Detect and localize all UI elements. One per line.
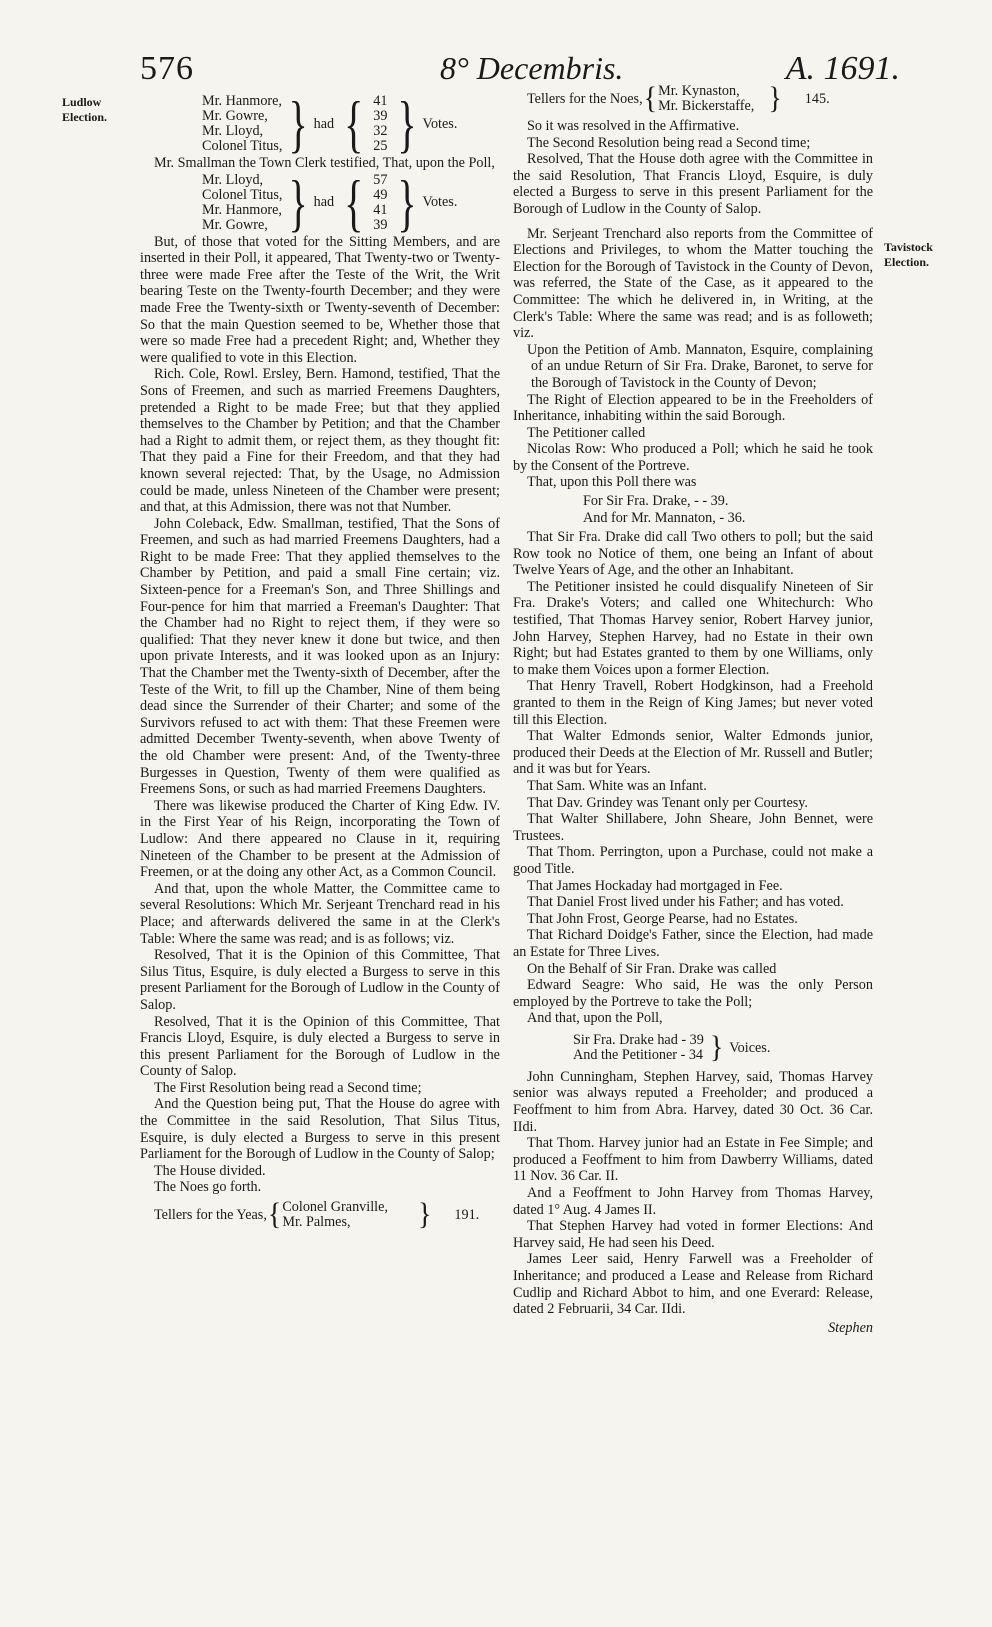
margin-note-ludlow: Ludlow Election.: [62, 95, 107, 124]
paragraph: Edward Seagre: Who said, He was the only Person employed by the Portreve to take the Poll;: [513, 977, 873, 1010]
poll1-name: Colonel Titus,: [202, 138, 283, 154]
poll3-votes: Voices.: [729, 1039, 771, 1056]
poll1-value: 41: [373, 93, 388, 109]
tellers-noes-label: Tellers for the Noes,: [527, 90, 643, 107]
paragraph: Mr. Smallman the Town Clerk testified, That, upon the Poll,: [154, 155, 495, 171]
resolution: Resolved, That the House doth agree with the Committee in the said Resolution, That Francis Lloyd, Esquire, is duly elected a Burgess to serve in this present Parliament for the Borough of Ludlow in the County of Salop.: [513, 151, 873, 217]
paragraph: The Right of Election appeared to be in the Freeholders of Inheritance, inhabiting within the said Borough.: [513, 391, 873, 425]
petition: Upon the Petition of Amb. Mannaton, Esquire, complaining of an undue Return of Sir Fra. Drake, Baronet, to serve for the Borough of Tavistock in the County of Devon;: [527, 341, 873, 391]
poll1-votes: Votes.: [422, 115, 458, 132]
paragraph: And the Question being put, That the House do agree with the Committee in the said Resolution, That Silus Titus, Esquire, is duly elected a Burgess to serve in this present Parliament for the Borough of Ludlow in the County of Salop;: [140, 1096, 500, 1163]
paragraph: That Henry Travell, Robert Hodgkinson, had a Freehold granted to them in the Reign of King James; but never voted till this Election.: [513, 678, 873, 728]
poll1-name: Mr. Hanmore,: [202, 93, 282, 109]
poll-table-4: Sir Fra. Drake had - 39 And the Petitioner - 34 } Voices.: [573, 1030, 771, 1065]
poll1-name: Mr. Gowre,: [202, 108, 268, 124]
paragraph: There was likewise produced the Charter of King Edw. IV. in the First Year of his Reign, incorporating the Town of Ludlow: And there appeared no Clause in it, requiring Nineteen of the Chamber to be present at the Admission of Freemen, or at the doing any other Act, as a Common Council.: [140, 797, 500, 881]
resolution: Resolved, That it is the Opinion of this Committee, That Silus Titus, Esquire, is duly elected a Burgess to serve in this present Parliament for the Borough of Ludlow in the County of Salop.: [140, 947, 500, 1013]
paragraph: That John Frost, George Pearse, had no Estates.: [527, 910, 798, 927]
paragraph: The Second Resolution being read a Second time;: [527, 134, 811, 151]
tellers-noes-count: 145.: [804, 90, 830, 107]
poll2-value: 39: [373, 216, 388, 233]
poll1-value: 32: [373, 123, 388, 139]
poll2-had: had: [313, 194, 335, 211]
paragraph: That Stephen Harvey had voted in former Elections: And Harvey said, He had seen his Deed.: [513, 1218, 873, 1251]
paragraph: That Sam. White was an Infant.: [527, 777, 707, 794]
page-number: 576: [140, 50, 194, 87]
poll1-value: 39: [373, 108, 388, 124]
poll-table-1: Mr. Hanmore, Mr. Gowre, Mr. Lloyd, Colonel Titus, } had { 41 39 32 25 } Votes.: [202, 87, 458, 160]
paragraph: On the Behalf of Sir Fran. Drake was called: [527, 960, 777, 977]
paragraph: James Leer said, Henry Farwell was a Freeholder of Inheritance; and produced a Lease and Release from Richard Cudlip and Richard Abbot to him, and one Everard: Release, dated 2 Februarii, 34 Car. IIdi.: [513, 1251, 873, 1318]
teller-name: Mr. Palmes,: [282, 1214, 351, 1231]
poll-table-3: [583, 493, 873, 527]
poll1-had: had: [313, 115, 335, 132]
paragraph: That Daniel Frost lived under his Father; and has voted.: [527, 894, 844, 911]
paragraph: The House divided.: [154, 1162, 266, 1179]
tellers-noes: Tellers for the Noes, { Mr. Kynaston, Mr. Bickerstaffe, } 145.: [527, 81, 830, 116]
poll-row: And for Mr. Mannaton, - 36.: [583, 510, 746, 527]
paragraph: That Dav. Grindey was Tenant only per Courtesy.: [527, 794, 808, 811]
paragraph: And that, upon the Poll,: [527, 1010, 663, 1027]
poll2-value: 57: [373, 171, 388, 188]
paragraph: That Richard Doidge's Father, since the Election, had made an Estate for Three Lives.: [513, 927, 873, 960]
paragraph: That James Hockaday had mortgaged in Fee.: [527, 877, 783, 894]
poll1-value: 25: [373, 138, 388, 154]
paragraph: Mr. Serjeant Trenchard also reports from the Committee of Elections and Privileges, to whom the Matter touching the Election for the Borough of Tavistock in the County of Devon, was referred, the State of the Case, as it appeared to the Committee: The which he delivered in, in Writing, at the Clerk's Table: Where the same was read; and is as followeth; viz.: [513, 225, 873, 342]
poll3-row: And the Petitioner - 34: [573, 1046, 704, 1063]
paragraph: The Petitioner called: [527, 424, 646, 441]
catchword: Stephen: [828, 1319, 873, 1336]
poll2-value: 49: [373, 186, 388, 203]
paragraph: That Walter Edmonds senior, Walter Edmonds junior, produced their Deeds at the Election of Mr. Russell and Butler; and it was but for Years.: [513, 728, 873, 778]
left-column: [140, 87, 500, 1234]
poll1-name: Mr. Lloyd,: [202, 123, 264, 139]
tellers-yeas-count: 191.: [454, 1206, 480, 1223]
poll-row: For Sir Fra. Drake, - - 39.: [583, 493, 729, 510]
paragraph: The Noes go forth.: [154, 1179, 262, 1196]
paragraph: John Coleback, Edw. Smallman, testified, That the Sons of Freemen, and such as had married Freemens Daughters, had a Right to be made Free: That they applied themselves to the Chamber by Petition, and paid a small Fine certain; viz. Sixteen-pence for a Freeman's Son, and Three Shillings and Four-pence for him that married a Freeman's Daughter: That the Chamber had no Right to reject them, if they were so qualified: That they never knew it done but twice, and then upon private Interests, and it was looked upon as an Injury: That the Chamber met the Twenty-sixth of December, after the Teste of the Writ, to fill up the Chamber, Nine of them being dead since the Surrender of their Charter; and some of the Survivors refused to act with them: That these Freemen were admitted December Twenty-seventh, when above Twenty of the old Chamber were present: And, of the Twenty-three Burgesses in Question, Twenty of them were qualified as Freemens Sons, or such as had married Freemens Daughters.: [140, 515, 500, 798]
paragraph: That Thom. Perrington, upon a Purchase, could not make a good Title.: [513, 844, 873, 877]
paragraph: And that, upon the whole Matter, the Committee came to several Resolutions: Which Mr. Serjeant Trenchard read in his Place; and afterwards delivered the same in at the Clerk's Table: Where the same was read; and is as follows; viz.: [140, 880, 500, 947]
poll2-name: Mr. Gowre,: [202, 216, 268, 233]
page-year: A. 1691.: [785, 50, 900, 87]
paragraph: Rich. Cole, Rowl. Ersley, Bern. Hamond, testified, That the Sons of Freemen, and such as married Freemens Daughters, pretended a Right to be made Free; but that they applied themselves to the Chamber by Petition; and that the Chamber had a Right to admit them, or reject them, as they thought fit: That they paid a Fine for their Freedom, and that they had known several rejected: That, by the Usage, no Admission could be made, unless Nineteen of the Chamber were present; and that, at this Admission, there was not that Number.: [140, 366, 500, 516]
margin-note-tavistock: Tavistock Election.: [884, 240, 933, 269]
teller-name: Mr. Bickerstaffe,: [658, 98, 755, 114]
paragraph: John Cunningham, Stephen Harvey, said, Thomas Harvey senior was always reputed a Freeholder; and produced a Feoffment to him from Abra. Harvey, dated 30 Oct. 36 Car. IIdi.: [513, 1068, 873, 1135]
poll2-votes: Votes.: [422, 194, 458, 211]
poll2-name: Mr. Lloyd,: [202, 171, 264, 188]
paragraph: That, upon this Poll there was: [527, 474, 697, 491]
resolution: Resolved, That it is the Opinion of this Committee, That Francis Lloyd, Esquire, is duly elected a Burgess to serve in this present Parliament for the Borough of Ludlow in the County of Salop.: [140, 1013, 500, 1080]
tellers-yeas-label: Tellers for the Yeas,: [154, 1206, 267, 1223]
paragraph: The Petitioner insisted he could disqualify Nineteen of Sir Fra. Drake's Voters; and called one Whitechurch: Who testified, That Thomas Harvey senior, Robert Harvey junior, John Harvey, Stephen Harvey, had no Estate in their own Right; but had Estates granted to them by one Williams, only to make them Voices upon a former Election.: [513, 578, 873, 678]
teller-name: Mr. Kynaston,: [658, 83, 740, 99]
paragraph: Nicolas Row: Who produced a Poll; which he said he took by the Consent of the Portreve.: [513, 441, 873, 474]
paragraph: The First Resolution being read a Second time;: [154, 1079, 422, 1096]
page-date: 8° Decembris.: [440, 50, 624, 86]
paragraph: That Walter Shillabere, John Sheare, John Bennet, were Trustees.: [513, 811, 873, 844]
poll2-name: Colonel Titus,: [202, 186, 283, 203]
poll-table-2: Mr. Lloyd, Colonel Titus, Mr. Hanmore, Mr. Gowre, } had { 57 49 41 39 } Votes.: [202, 165, 458, 238]
paragraph: That Thom. Harvey junior had an Estate in Fee Simple; and produced a Feoffment to him from Dawberry Williams, dated 11 Nov. 36 Car. II.: [513, 1135, 873, 1185]
tellers-yeas: Tellers for the Yeas, { Colonel Granville, Mr. Palmes, } 191.: [154, 1197, 480, 1232]
poll3-row: Sir Fra. Drake had - 39: [573, 1031, 704, 1048]
paragraph: But, of those that voted for the Sitting Members, and are inserted in their Poll, it appeared, That Twenty-two or Twenty-three were made Free after the Teste of the Writ, the Writ bearing Teste on the Twenty-fourth December; and they were made Free the Twenty-sixth or Twenty-seventh of December: So that the main Question seemed to be, Whether those that were so made Free had a precedent Right; and, Whether they were qualified to vote in this Election.: [140, 233, 500, 366]
paragraph: So it was resolved in the Affirmative.: [527, 118, 740, 134]
right-column: [513, 81, 873, 1336]
poll2-name: Mr. Hanmore,: [202, 201, 282, 218]
poll2-value: 41: [373, 201, 388, 218]
paragraph: And a Feoffment to John Harvey from Thomas Harvey, dated 1° Aug. 4 James II.: [513, 1185, 873, 1218]
paragraph: That Sir Fra. Drake did call Two others to poll; but the said Row took no Notice of them, one being an Infant of about Twelve Years of Age, and the other an Inhabitant.: [513, 529, 873, 579]
teller-name: Colonel Granville,: [282, 1199, 388, 1216]
